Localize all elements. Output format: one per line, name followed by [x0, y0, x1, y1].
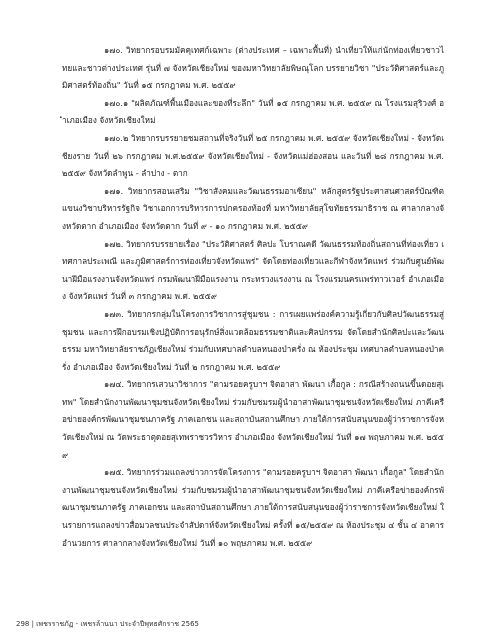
- paragraph-172: ๑๗๒. วิทยากรบรรยายเรื่อง "ประวัติศาสตร์ ศิลปะ โบราณคดี วัฒนธรรมท้องถิ่นสถานที่ท่องเที่ยว เทศกาลประเพณี และภูมิศาสตร์การท่องเที่ยวจังหวัดแพร่" จัดโดยท่องเที่ยวและกีฬาจังหวัดแพร่ ร่วมกับศูนย์พัฒนาฝีมือแรงงานจังหวัดแพร่ กรมพัฒนาฝีมือแรงงาน กระทรวงแรงงาน ณ โรงแรมนครแพร่ทาวเวอร์ อำเภอเมือง จังหวัดแพร่ วันที่ ๓ กรกฎาคม พ.ศ. ๒๕๕๙: [62, 238, 444, 302]
- page-footer: 298 | เพชรราชภัฏ - เพชรล้านนา ประจำปีพุทธศักราช 2565: [16, 620, 199, 628]
- paragraph-170-2: ๑๗๐.๒ วิทยากรบรรยายชมสถานที่จริงวันที่ ๒๕ กรกฎาคม พ.ศ. ๒๕๕๙ จังหวัดเชียงใหม่ - จังหวัดเชียงราย วันที่ ๒๖ กรกฎาคม พ.ศ.๒๕๕๙ จังหวัดเชียงใหม่ - จังหวัดแม่ฮ่องสอน และวันที่ ๒๘ กรกฎาคม พ.ศ. ๒๕๕๙ จังหวัดลำพูน - ลำปาง - ตาก: [62, 132, 444, 179]
- paragraph-171: ๑๗๑. วิทยากรสอนเสริม "วิชาสังคมและวัฒนธรรมอาเซียน" หลักสูตรรัฐประศาสนศาสตร์บัณฑิต แขนงวิชาบริหารรัฐกิจ วิชาเอกการบริหารการปกครองท้องที่ มหาวิทยาลัยสุโขทัยธรรมาธิราช ณ ศาลากลางจังหวัดตาก อำเภอเมือง จังหวัดตาก วันที่ ๙ - ๑๐ กรกฎาคม พ.ศ. ๒๕๕๙: [62, 185, 444, 231]
- paragraph-170-1: ๑๗๐.๑ "ผลิตภัณฑ์พื้นเมืองและของที่ระลึก" วันที่ ๑๕ กรกฎาคม พ.ศ. ๒๕๕๙ ณ โรงแรมสุริวงศ์ อำเภอเมือง จังหวัดเชียงใหม่: [62, 97, 444, 126]
- paragraph-173: ๑๗๓. วิทยากรกลุ่มในโครงการวิชาการสู่ชุมชน : การเผยแพร่องค์ความรู้เกี่ยวกับศิลปวัฒนธรรมสู่ชุมชน และการฝึกอบรมเชิงปฏิบัติการอนุรักษ์สิ่งแวดล้อมธรรมชาติและศิลปกรรม จัดโดยสำนักศิลปะและวัฒนธรรม มหาวิทยาลัยราชภัฏเชียงใหม่ ร่วมกับเทศบาลตำบลหนองป่าครั่ง ณ ห้องประชุม เทศบาลตำบลหนองป่าครั่ง อำเภอเมือง จังหวัดเชียงใหม่ วันที่ ๒ กรกฎาคม พ.ศ. ๒๕๕๙: [62, 308, 444, 372]
- paragraph-170: ๑๗๐. วิทยากรอบรมมัคคุเทศก์เฉพาะ (ต่างประเทศ – เฉพาะพื้นที่) นำเที่ยวให้แก่นักท่องเที่ยวชาวไทยและชาวต่างประเทศ รุ่นที่ ๗ จังหวัดเชียงใหม่ ของมหาวิทยาลัยพิษณุโลก บรรยายวิชา "ประวัติศาสตร์และภูมิศาสตร์ท้องถิ่น" วันที่ ๑๕ กรกฎาคม พ.ศ. ๒๕๕๙: [62, 45, 444, 91]
- document-body: [62, 42, 444, 552]
- paragraph-174: ๑๗๔. วิทยากรเสวนาวิชาการ "ตามรอยครูบาฯ จิตอาสา พัฒนา เกื้อกูล : กรณีสร้างถนนขึ้นดอยสุเทพ" โดยสำนักงานพัฒนาชุมชนจังหวัดเชียงใหม่ ร่วมกับชมรมผู้นำอาสาพัฒนาชุมชนจังหวัดเชียงใหม่ ภาคีเครือข่ายองค์กรพัฒนาชุมชนภาครัฐ ภาคเอกชน และสถาบันสถานศึกษา ภายใต้การสนับสนุนของผู้ว่าราชการจังหวัดเชียงใหม่ ณ วัดพระธาตุดอยสุเทพราชวรวิหาร อำเภอเมือง จังหวัดเชียงใหม่ วันที่ ๑๗ พฤษภาคม พ.ศ. ๒๕๕๙: [62, 379, 444, 460]
- paragraph-175: ๑๗๕. วิทยากรร่วมแถลงข่าวการจัดโครงการ "ตามรอยครูบาฯ จิตอาสา พัฒนา เกื้อกูล" โดยสำนักงานพัฒนาชุมชนจังหวัดเชียงใหม่ ร่วมกับชมรมผู้นำอาสาพัฒนาชุมชนจังหวัดเชียงใหม่ ภาคีเครือข่ายองค์กรพัฒนาชุมชนภาครัฐ ภาคเอกชน และสถาบันสถานศึกษา ภายใต้การสนับสนุนของผู้ว่าราชการจังหวัดเชียงใหม่ ในรายการแถลงข่าวสื่อมวลชนประจำสัปดาห์จังหวัดเชียงใหม่ ครั้งที่ ๑๕/๒๕๕๙ ณ ห้องประชุม ๔ ชั้น ๔ อาคารอำนวยการ ศาลากลางจังหวัดเชียงใหม่ วันที่ ๑๐ พฤษภาคม พ.ศ. ๒๕๕๙: [62, 467, 444, 548]
